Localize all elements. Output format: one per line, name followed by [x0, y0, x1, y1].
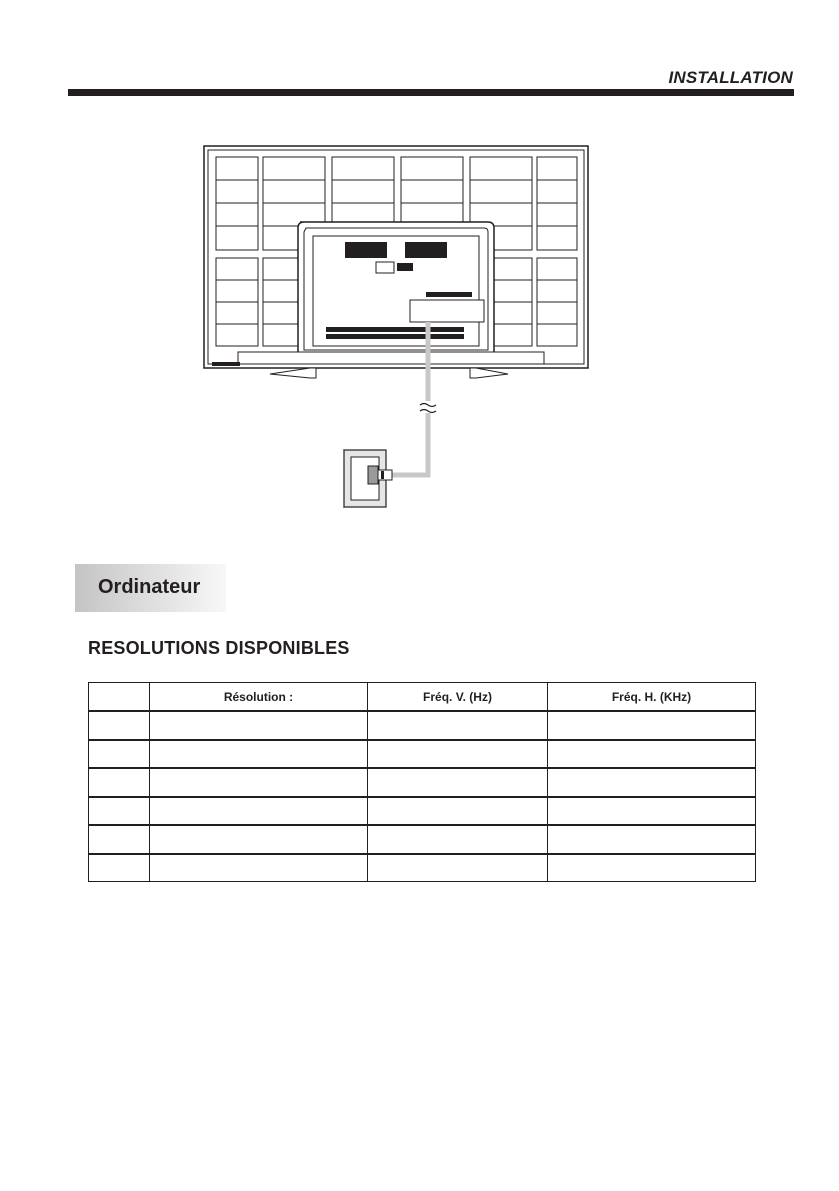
- table-row: [89, 854, 756, 882]
- table-row: [89, 740, 756, 769]
- table-row: [89, 825, 756, 854]
- column-header-resolution: Résolution :: [150, 683, 368, 712]
- table-cell: [150, 768, 368, 797]
- table-cell: [150, 711, 368, 740]
- section-tab-label: Ordinateur: [98, 576, 201, 598]
- table-row: [89, 711, 756, 740]
- table-cell: [150, 797, 368, 826]
- table-cell: [89, 854, 150, 882]
- header-rule: [68, 89, 794, 96]
- table-header-row: [89, 683, 756, 712]
- table-cell: [548, 740, 756, 769]
- column-header-v-freq: Fréq. V. (Hz): [368, 683, 548, 712]
- table-cell: [368, 740, 548, 769]
- table-cell: [89, 797, 150, 826]
- table-cell: [89, 768, 150, 797]
- column-header: [89, 683, 150, 712]
- wall-socket: [344, 450, 392, 507]
- resolutions-table: [88, 682, 756, 882]
- table-cell: [368, 854, 548, 882]
- table-cell: [548, 854, 756, 882]
- table-cell: [150, 740, 368, 769]
- table-cell: [548, 797, 756, 826]
- table-row: [89, 797, 756, 826]
- table-row: [89, 768, 756, 797]
- table-cell: [548, 768, 756, 797]
- page-header-title: INSTALLATION: [668, 68, 793, 87]
- table-cell: [150, 854, 368, 882]
- table-cell: [368, 797, 548, 826]
- table-cell: [548, 825, 756, 854]
- table-cell: [548, 711, 756, 740]
- table-cell: [89, 740, 150, 769]
- column-header-h-freq: Fréq. H. (KHz): [548, 683, 756, 712]
- table-cell: [368, 768, 548, 797]
- resolutions-title: RESOLUTIONS DISPONIBLES: [88, 638, 350, 658]
- table-cell: [368, 825, 548, 854]
- tv-back-panel: [204, 146, 588, 378]
- table-cell: [150, 825, 368, 854]
- tv-back-connection-diagram: [190, 138, 592, 513]
- table-cell: [89, 825, 150, 854]
- section-tab-ordinateur: [75, 564, 226, 612]
- cable-break-symbol: [420, 401, 436, 413]
- table-cell: [89, 711, 150, 740]
- table-cell: [368, 711, 548, 740]
